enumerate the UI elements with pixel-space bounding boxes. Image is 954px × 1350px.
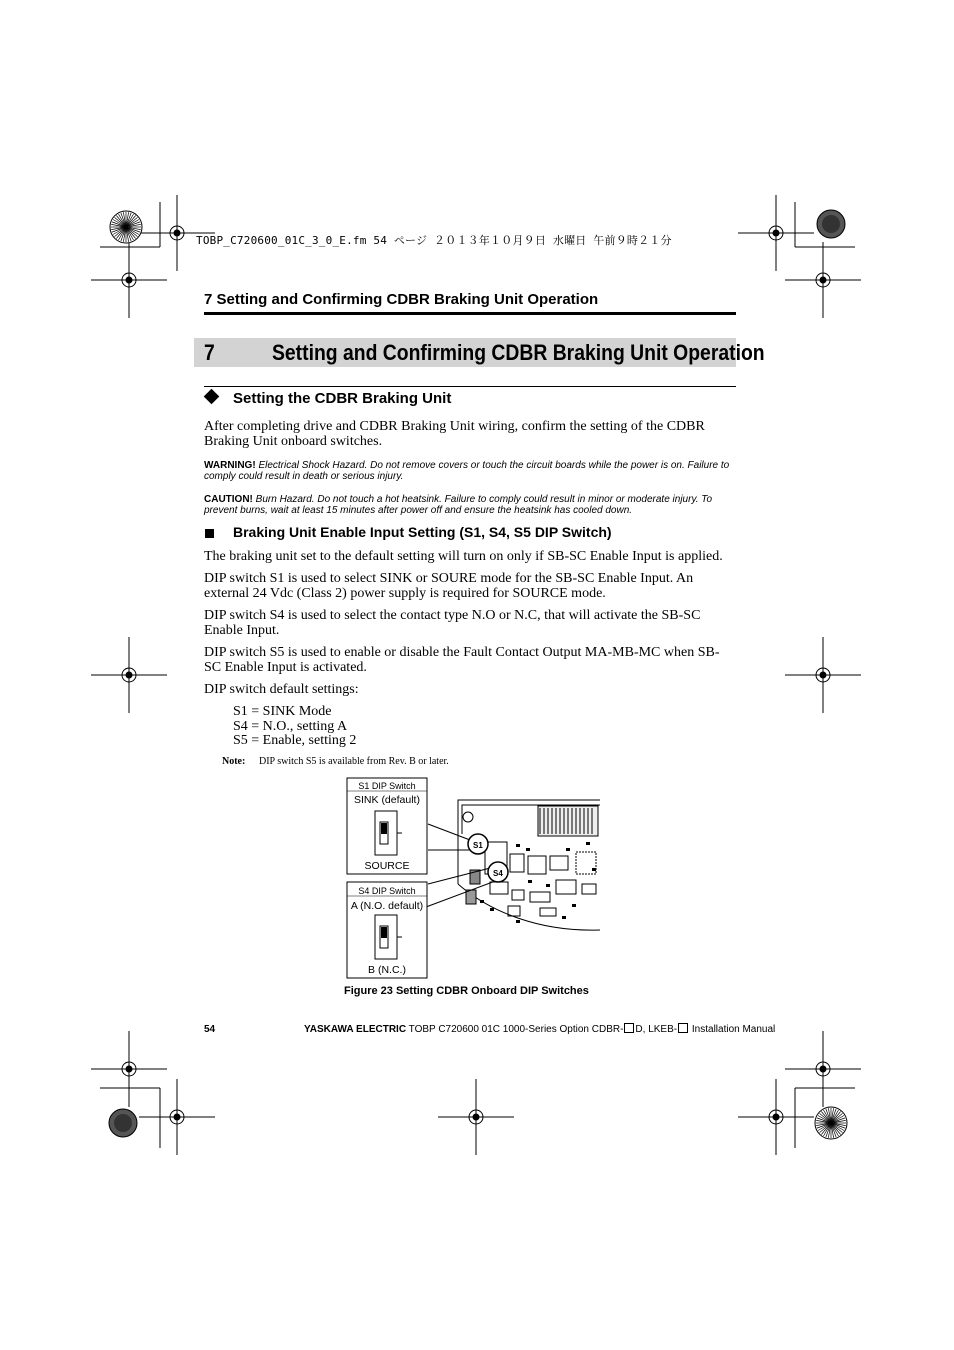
figure-caption: Figure 23 Setting CDBR Onboard DIP Switches <box>344 985 589 997</box>
circuit-board-illustration <box>458 800 600 930</box>
running-header: 7 Setting and Confirming CDBR Braking Unit Operation <box>204 291 599 308</box>
caution-label: CAUTION! <box>204 494 253 505</box>
s1-bottom-label: SOURCE <box>364 860 410 872</box>
default-setting-s1: S1 = SINK Mode <box>233 704 332 719</box>
chapter-number: 7 <box>204 340 215 365</box>
warning-note <box>204 460 736 482</box>
footer-doc-prefix: TOBP C720600 01C 1000-Series Option CDBR- <box>408 1024 624 1035</box>
header-rule <box>204 312 736 315</box>
callout-s4-label: S4 <box>493 869 503 878</box>
s4-bottom-label: B (N.C.) <box>368 964 406 976</box>
placeholder-box-icon <box>624 1023 634 1033</box>
caution-note <box>204 494 736 516</box>
default-setting-s4: S4 = N.O., setting A <box>233 719 348 734</box>
footer-doc-suffix: Installation Manual <box>691 1024 776 1035</box>
placeholder-box-icon <box>678 1023 688 1033</box>
subsection-title: Braking Unit Enable Input Setting (S1, S4, S5 DIP Switch) <box>233 524 612 540</box>
paragraph-s1: DIP switch S1 is used to select SINK or SOURE mode for the SB-SC Enable Input. An external 24 Vdc (Class 2) power supply is required for SOURCE mode. <box>204 571 694 601</box>
caution-text: Burn Hazard. Do not touch a hot heatsink. Failure to comply could result in minor or moderate injury. To prevent burns, wait at least 15 minutes after power off and ensure the heatsink has cooled down. <box>204 494 713 516</box>
section-title: Setting the CDBR Braking Unit <box>233 390 452 407</box>
note-label: Note: <box>222 756 246 767</box>
section-rule <box>204 386 736 387</box>
footer-brand: YASKAWA ELECTRIC <box>304 1024 407 1035</box>
paragraph-defaults-intro: DIP switch default settings: <box>204 682 359 697</box>
warning-text: Electrical Shock Hazard. Do not remove covers or touch the circuit boards while the power is on. Failure to comply could result in death or serious injury. <box>204 460 730 482</box>
page-footer <box>304 1023 775 1035</box>
paragraph-default: The braking unit set to the default setting will turn on only if SB-SC Enable Input is applied. <box>204 549 723 564</box>
file-info-line: TOBP_C720600_01C_3_0_E.fm 54 ページ ２０１３年１０月９日 水曜日 午前９時２１分 <box>196 234 672 247</box>
default-setting-s5: S5 = Enable, setting 2 <box>233 733 357 748</box>
s4-switch-lever <box>381 927 387 938</box>
section-intro: After completing drive and CDBR Braking Unit wiring, confirm the setting of the CDBR Braking Unit onboard switches. <box>204 419 705 449</box>
s1-title: S1 DIP Switch <box>358 781 416 791</box>
square-bullet-icon <box>205 529 214 538</box>
callout-s1-label: S1 <box>473 841 483 850</box>
paragraph-s4: DIP switch S4 is used to select the contact type N.O or N.C, that will activate the SB-SC Enable Input. <box>204 608 701 638</box>
s1-top-label: SINK (default) <box>354 794 420 806</box>
chapter-title: Setting and Confirming CDBR Braking Unit Operation <box>272 340 765 365</box>
note-text: DIP switch S5 is available from Rev. B or later. <box>259 756 449 767</box>
s4-top-label: A (N.O. default) <box>350 900 424 912</box>
s1-switch-lever <box>381 823 387 834</box>
footer-doc-middle: D, LKEB- <box>635 1024 678 1035</box>
page-number: 54 <box>204 1024 216 1035</box>
paragraph-s5: DIP switch S5 is used to enable or disable the Fault Contact Output MA-MB-MC when SB-SC Enable Input is activated. <box>204 645 720 675</box>
s4-title: S4 DIP Switch <box>358 886 416 896</box>
warning-label: WARNING! <box>204 460 256 471</box>
